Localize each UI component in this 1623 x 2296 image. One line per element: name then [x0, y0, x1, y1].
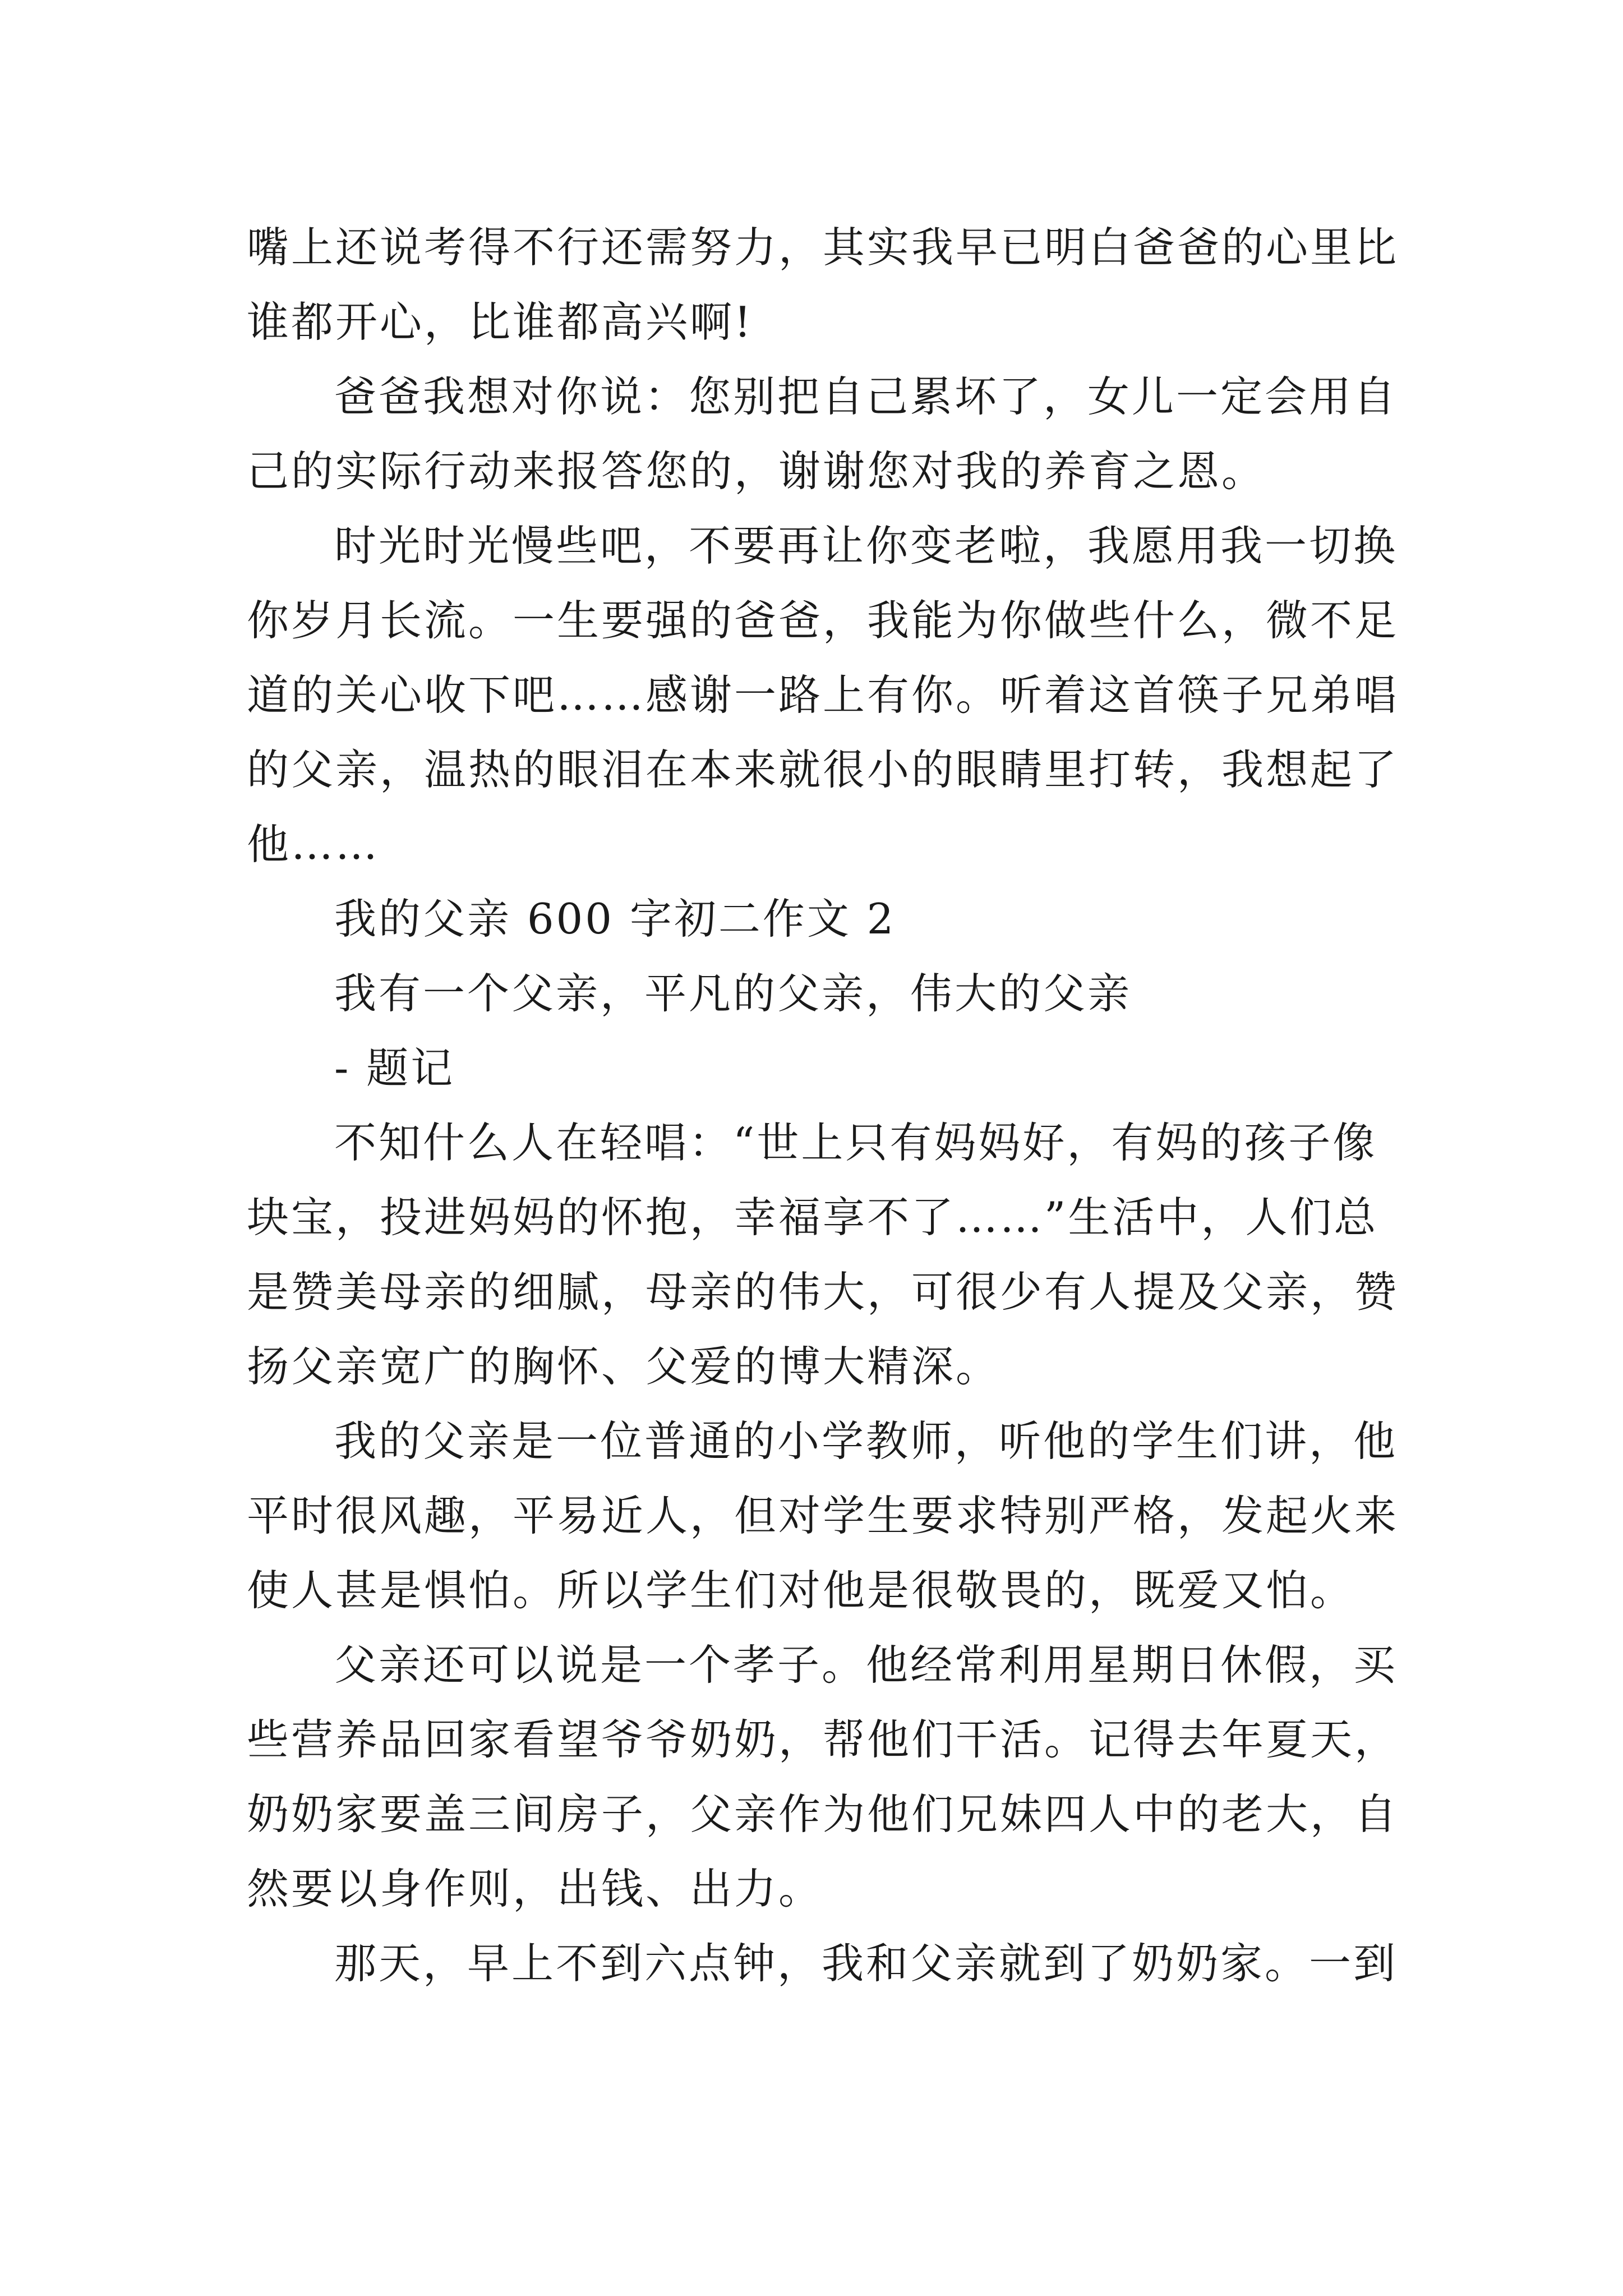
text-line: - 题记 [334, 1043, 455, 1093]
text-line: 块宝，投进妈妈的怀抱，幸福享不了……”生活中，人们总 [247, 1193, 1378, 1242]
text-line: 道的关心收下吧……感谢一路上有你。听着这首筷子兄弟唱 [247, 670, 1399, 720]
paragraph-2 [247, 360, 1398, 509]
text-line: 是赞美母亲的细腻，母亲的伟大，可很少有人提及父亲，赞 [247, 1267, 1399, 1317]
epigraph [247, 956, 1391, 1031]
paragraph-7 [247, 1926, 1398, 2001]
text-line: 你岁月长流。一生要强的爸爸，我能为你做些什么，微不足 [247, 596, 1399, 645]
paragraph-4 [247, 1106, 1399, 1404]
document-body [247, 210, 1399, 2001]
text-line: 然要以身作则，出钱、出力。 [247, 1864, 823, 1913]
text-line: 父亲还可以说是一个孝子。他经常利用星期日休假，买 [334, 1640, 1398, 1690]
text-line: 己的实际行动来报答您的，谢谢您对我的养育之恩。 [247, 447, 1266, 496]
paragraph-3 [247, 509, 1399, 882]
epigraph-note [247, 1031, 1391, 1106]
text-line: 的父亲，温热的眼泪在本来就很小的眼睛里打转，我想起了 [247, 745, 1399, 794]
text-line: 平时很风趣，平易近人，但对学生要求特别严格，发起火来 [247, 1491, 1399, 1540]
text-line: 扬父亲宽广的胸怀、父爱的博大精深。 [247, 1342, 1000, 1391]
text-line: 时光时光慢些吧，不要再让你变老啦，我愿用我一切换 [334, 521, 1398, 570]
text-line: 奶奶家要盖三间房子，父亲作为他们兄妹四人中的老大，自 [247, 1789, 1399, 1839]
text-line: 他…… [247, 820, 380, 869]
text-line: 爸爸我想对你说：您别把自己累坏了，女儿一定会用自 [334, 372, 1398, 421]
text-line: 使人甚是惧怕。所以学生们对他是很敬畏的，既爱又怕。 [247, 1566, 1355, 1615]
text-line: 我的父亲 600 字初二作文 2 [334, 894, 896, 944]
text-line: 我有一个父亲，平凡的父亲，伟大的父亲 [334, 969, 1132, 1018]
text-line: 谁都开心，比谁都高兴啊! [247, 297, 754, 347]
essay-title [247, 882, 1391, 956]
paragraph-1 [247, 210, 1399, 360]
text-line: 嘴上还说考得不行还需努力，其实我早已明白爸爸的心里比 [247, 223, 1399, 272]
text-line: 那天，早上不到六点钟，我和父亲就到了奶奶家。一到 [334, 1939, 1398, 1988]
text-line: 不知什么人在轻唱：“世上只有妈妈好，有妈的孩子像 [334, 1118, 1377, 1167]
text-line: 我的父亲是一位普通的小学教师，听他的学生们讲，他 [334, 1416, 1398, 1466]
text-line: 些营养品回家看望爷爷奶奶，帮他们干活。记得去年夏天， [247, 1715, 1399, 1764]
paragraph-6 [247, 1628, 1399, 1926]
paragraph-5 [247, 1404, 1399, 1628]
